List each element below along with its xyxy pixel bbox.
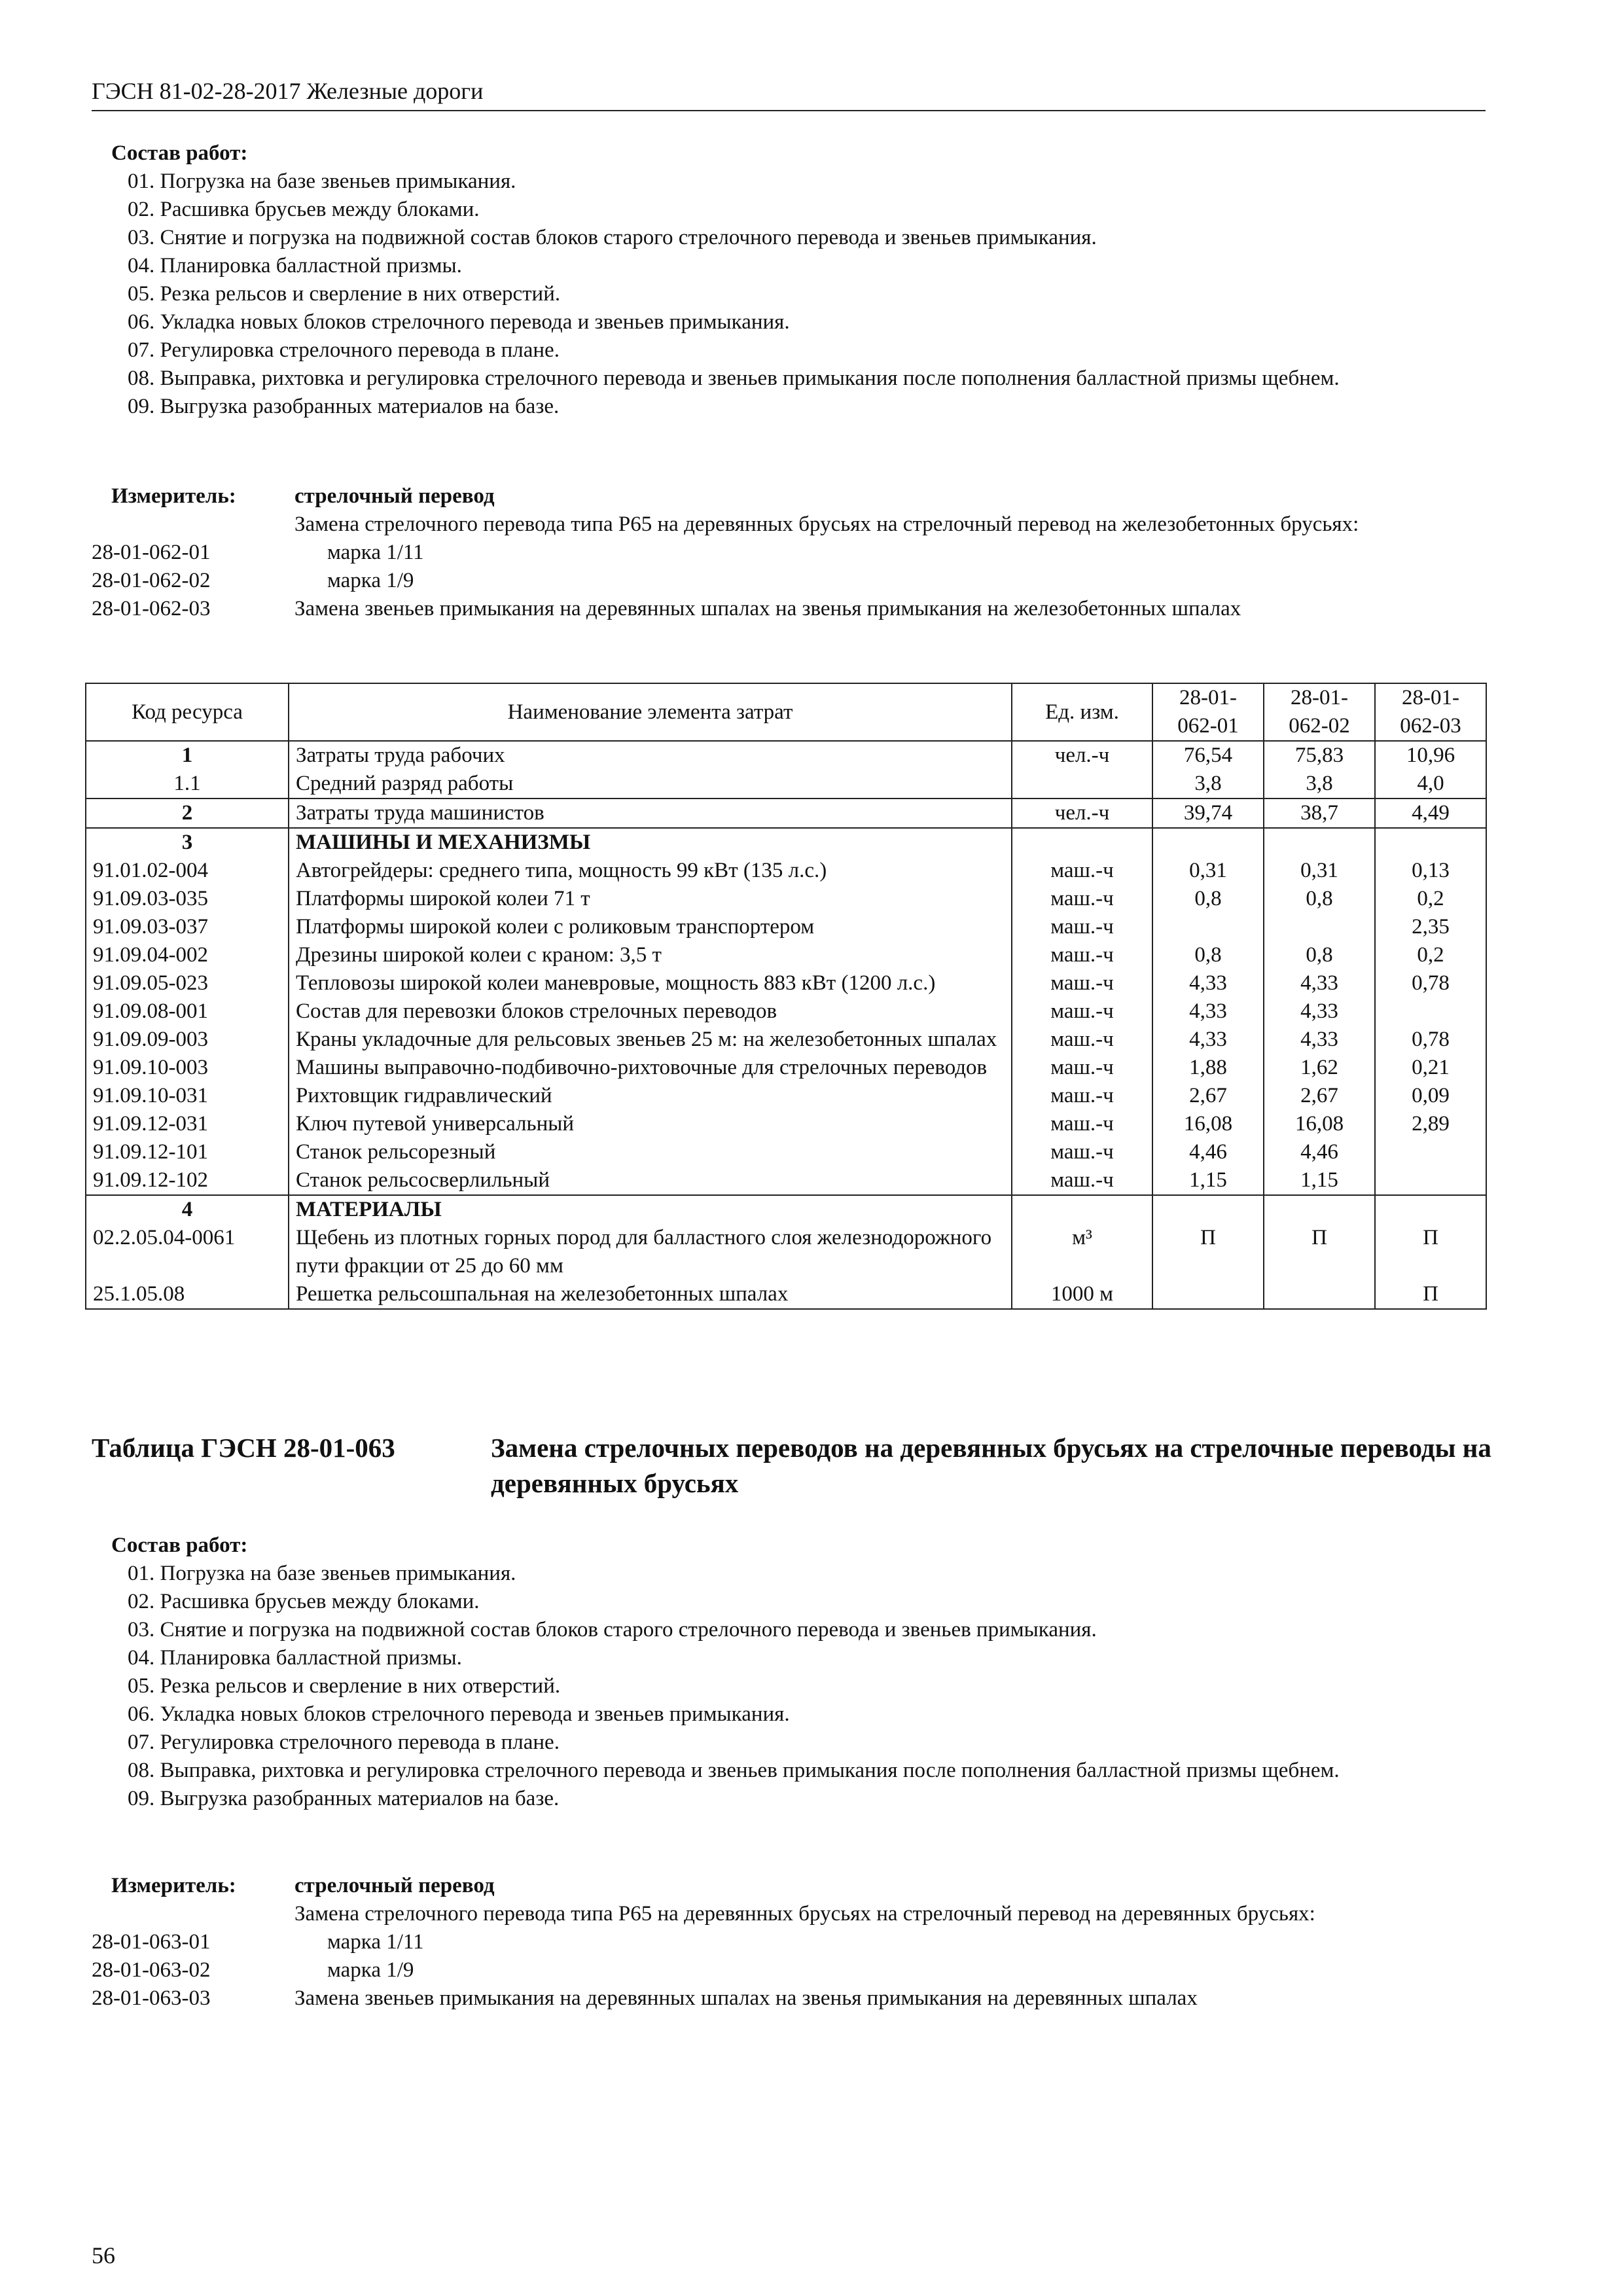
cell-value: 4,33 [1152, 969, 1264, 997]
cell-value: 0,2 [1375, 941, 1486, 969]
work-item: 01. Погрузка на базе звеньев примыкания. [128, 170, 516, 193]
cell-unit: 1000 м [1012, 1280, 1152, 1309]
table-row [86, 1110, 1486, 1138]
column-header-unit: Ед. изм. [1012, 683, 1152, 741]
cell-value: 3,8 [1264, 770, 1375, 798]
norm-code: 28-01-063-01 [92, 1930, 211, 1954]
cell-unit: маш.-ч [1012, 1138, 1152, 1166]
cell-code: 1.1 [86, 770, 289, 798]
cell-value [1152, 828, 1264, 857]
work-item: 01. Погрузка на базе звеньев примыкания. [128, 1562, 516, 1585]
cell-name: МАШИНЫ И МЕХАНИЗМЫ [289, 828, 1012, 857]
cell-code: 91.09.12-101 [86, 1138, 289, 1166]
norm-code-text: Замена звеньев примыкания на деревянных шпалах на звенья примыкания на деревянных шпалах [294, 1986, 1198, 2010]
cell-code: 91.09.12-102 [86, 1166, 289, 1195]
cell-name: Автогрейдеры: среднего типа, мощность 99 кВт (135 л.с.) [289, 857, 1012, 885]
cell-value [1152, 1280, 1264, 1309]
cell-value: 76,54 [1152, 741, 1264, 770]
column-header-name: Наименование элемента затрат [289, 683, 1012, 741]
work-composition-title: Состав работ: [111, 141, 248, 165]
work-item: 03. Снятие и погрузка на подвижной состав блоков старого стрелочного перевода и звеньев примыкания. [128, 1618, 1097, 1641]
cell-code: 91.09.12-031 [86, 1110, 289, 1138]
meter-label: Измеритель: [111, 484, 236, 508]
meter-block-1 [92, 482, 1499, 623]
table-heading-label: Таблица ГЭСН 28-01-063 [92, 1433, 395, 1463]
cell-value: 0,8 [1264, 885, 1375, 913]
work-item: 05. Резка рельсов и сверление в них отверстий. [128, 282, 561, 306]
cell-unit: чел.-ч [1012, 741, 1152, 770]
cell-unit: маш.-ч [1012, 1026, 1152, 1054]
cell-name: Затраты труда рабочих [289, 741, 1012, 770]
cell-name: МАТЕРИАЛЫ [289, 1195, 1012, 1224]
cell-value: 4,33 [1152, 997, 1264, 1026]
cell-value: П [1375, 1224, 1486, 1280]
table-row [86, 1054, 1486, 1082]
cell-value: 2,67 [1264, 1082, 1375, 1110]
cell-unit: маш.-ч [1012, 969, 1152, 997]
table-heading [92, 1430, 1499, 1501]
cell-value: 0,31 [1264, 857, 1375, 885]
cell-value [1264, 913, 1375, 941]
work-item: 08. Выправка, рихтовка и регулировка стрелочного перевода и звеньев примыкания после пополнения балластной призмы щебнем. [128, 367, 1340, 390]
table-heading-title: Замена стрелочных переводов на деревянных брусьях на стрелочные переводы на деревянных брусьях [491, 1433, 1491, 1498]
table-row [86, 885, 1486, 913]
cell-value [1152, 913, 1264, 941]
cell-value: 0,8 [1264, 941, 1375, 969]
cell-value: 0,21 [1375, 1054, 1486, 1082]
cell-code: 4 [86, 1195, 289, 1224]
cell-unit: маш.-ч [1012, 1054, 1152, 1082]
cell-name: Тепловозы широкой колеи маневровые, мощность 883 кВт (1200 л.с.) [289, 969, 1012, 997]
norm-code: 28-01-062-01 [92, 541, 211, 564]
column-header-norm-3: 28-01-062-03 [1375, 683, 1486, 741]
cell-name: Станок рельсосверлильный [289, 1166, 1012, 1195]
work-composition-2 [92, 1532, 1499, 1813]
table-row [86, 1166, 1486, 1195]
cell-code: 91.09.10-031 [86, 1082, 289, 1110]
work-composition-1 [92, 139, 1499, 421]
cell-code: 2 [86, 798, 289, 828]
cell-code: 3 [86, 828, 289, 857]
work-item: 06. Укладка новых блоков стрелочного перевода и звеньев примыкания. [128, 1702, 790, 1726]
work-item: 05. Резка рельсов и сверление в них отверстий. [128, 1674, 561, 1698]
cell-code: 91.09.05-023 [86, 969, 289, 997]
cell-unit [1012, 1195, 1152, 1224]
cell-value: 4,46 [1264, 1138, 1375, 1166]
cell-value: 0,8 [1152, 885, 1264, 913]
cell-value: 0,78 [1375, 1026, 1486, 1054]
cell-value: П [1375, 1280, 1486, 1309]
table-row [86, 997, 1486, 1026]
cell-code: 91.09.09-003 [86, 1026, 289, 1054]
cell-unit: м³ [1012, 1224, 1152, 1280]
cell-value: 0,09 [1375, 1082, 1486, 1110]
norm-code-text: марка 1/9 [327, 569, 414, 592]
cell-unit: маш.-ч [1012, 885, 1152, 913]
work-item: 04. Планировка балластной призмы. [128, 1646, 462, 1670]
work-item: 09. Выгрузка разобранных материалов на базе. [128, 1787, 560, 1810]
table-row [86, 1280, 1486, 1309]
norm-code: 28-01-062-03 [92, 597, 211, 620]
cell-code: 91.09.03-037 [86, 913, 289, 941]
cell-value: 4,33 [1152, 1026, 1264, 1054]
work-item: 08. Выправка, рихтовка и регулировка стрелочного перевода и звеньев примыкания после пополнения балластной призмы щебнем. [128, 1759, 1340, 1782]
cell-value: 4,0 [1375, 770, 1486, 798]
norm-code: 28-01-063-03 [92, 1986, 211, 2010]
column-header-norm-2: 28-01-062-02 [1264, 683, 1375, 741]
cell-value: 38,7 [1264, 798, 1375, 828]
table-row [86, 770, 1486, 798]
cell-unit: маш.-ч [1012, 1110, 1152, 1138]
cell-code: 91.09.04-002 [86, 941, 289, 969]
cell-value: 0,8 [1152, 941, 1264, 969]
cell-value: 3,8 [1152, 770, 1264, 798]
cell-value: П [1152, 1224, 1264, 1280]
cell-value: 39,74 [1152, 798, 1264, 828]
resource-norm-table [85, 683, 1487, 1310]
cell-value [1375, 997, 1486, 1026]
header-divider [92, 110, 1486, 111]
cell-value: 1,88 [1152, 1054, 1264, 1082]
table-row [86, 941, 1486, 969]
cell-value: 75,83 [1264, 741, 1375, 770]
cell-value: П [1264, 1224, 1375, 1280]
cell-name: Щебень из плотных горных пород для балластного слоя железнодорожного пути фракции от 25 до 60 мм [289, 1224, 1012, 1280]
cell-unit [1012, 828, 1152, 857]
table-row [86, 798, 1486, 828]
cell-value: 1,15 [1152, 1166, 1264, 1195]
norm-code: 28-01-062-02 [92, 569, 211, 592]
cell-code: 91.01.02-004 [86, 857, 289, 885]
table-row [86, 1224, 1486, 1280]
cell-name: Краны укладочные для рельсовых звеньев 25 м: на железобетонных шпалах [289, 1026, 1012, 1054]
cell-value [1375, 1195, 1486, 1224]
cell-value: 4,33 [1264, 997, 1375, 1026]
cell-unit: маш.-ч [1012, 941, 1152, 969]
cell-value: 16,08 [1152, 1110, 1264, 1138]
table-row [86, 913, 1486, 941]
work-item: 02. Расшивка брусьев между блоками. [128, 1590, 480, 1613]
cell-code: 91.09.10-003 [86, 1054, 289, 1082]
work-item: 03. Снятие и погрузка на подвижной состав блоков старого стрелочного перевода и звеньев примыкания. [128, 226, 1097, 249]
cell-value [1264, 1195, 1375, 1224]
table-header-row [86, 683, 1486, 741]
cell-value [1152, 1195, 1264, 1224]
cell-value [1375, 1138, 1486, 1166]
page-number: 56 [92, 2242, 115, 2269]
cell-code: 1 [86, 741, 289, 770]
cell-value: 4,46 [1152, 1138, 1264, 1166]
work-composition-title: Состав работ: [111, 1534, 248, 1557]
table-row [86, 1082, 1486, 1110]
cell-name: Средний разряд работы [289, 770, 1012, 798]
meter-value: стрелочный перевод [294, 1874, 495, 1897]
cell-name: Затраты труда машинистов [289, 798, 1012, 828]
work-item: 07. Регулировка стрелочного перевода в плане. [128, 1731, 560, 1754]
cell-name: Состав для перевозки блоков стрелочных переводов [289, 997, 1012, 1026]
cell-value: 1,62 [1264, 1054, 1375, 1082]
cell-unit [1012, 770, 1152, 798]
cell-code: 91.09.03-035 [86, 885, 289, 913]
work-list [92, 168, 1499, 421]
work-item: 09. Выгрузка разобранных материалов на базе. [128, 395, 560, 418]
cell-name: Платформы широкой колеи с роликовым транспортером [289, 913, 1012, 941]
column-header-norm-1: 28-01-062-01 [1152, 683, 1264, 741]
meter-description: Замена стрелочного перевода типа Р65 на деревянных брусьях на стрелочный перевод на железобетонных брусьях: [294, 512, 1359, 536]
cell-unit: маш.-ч [1012, 857, 1152, 885]
work-item: 07. Регулировка стрелочного перевода в плане. [128, 338, 560, 362]
table-row [86, 969, 1486, 997]
cell-code: 02.2.05.04-0061 [86, 1224, 289, 1280]
cell-value: 4,49 [1375, 798, 1486, 828]
cell-value [1264, 828, 1375, 857]
cell-name: Ключ путевой универсальный [289, 1110, 1012, 1138]
table-row [86, 741, 1486, 770]
cell-unit: чел.-ч [1012, 798, 1152, 828]
cell-name: Машины выправочно-подбивочно-рихтовочные для стрелочных переводов [289, 1054, 1012, 1082]
work-item: 06. Укладка новых блоков стрелочного перевода и звеньев примыкания. [128, 310, 790, 334]
norm-code: 28-01-063-02 [92, 1958, 211, 1982]
cell-value: 2,35 [1375, 913, 1486, 941]
cell-name: Рихтовщик гидравлический [289, 1082, 1012, 1110]
cell-unit: маш.-ч [1012, 997, 1152, 1026]
norm-code-text: марка 1/9 [327, 1958, 414, 1982]
cell-value: 10,96 [1375, 741, 1486, 770]
meter-label: Измеритель: [111, 1874, 236, 1897]
work-item: 04. Планировка балластной призмы. [128, 254, 462, 278]
cell-name: Дрезины широкой колеи с краном: 3,5 т [289, 941, 1012, 969]
norm-code-text: марка 1/11 [327, 1930, 424, 1954]
cell-unit: маш.-ч [1012, 1082, 1152, 1110]
cell-unit: маш.-ч [1012, 1166, 1152, 1195]
cell-value [1375, 828, 1486, 857]
cell-value: 1,15 [1264, 1166, 1375, 1195]
cell-value: 0,13 [1375, 857, 1486, 885]
norm-code-text: марка 1/11 [327, 541, 424, 564]
work-list [92, 1560, 1499, 1813]
column-header-code: Код ресурса [86, 683, 289, 741]
cell-value: 4,33 [1264, 969, 1375, 997]
cell-value: 2,67 [1152, 1082, 1264, 1110]
table-row [86, 1195, 1486, 1224]
cell-code: 25.1.05.08 [86, 1280, 289, 1309]
meter-description: Замена стрелочного перевода типа Р65 на деревянных брусьях на стрелочный перевод на деревянных брусьях: [294, 1902, 1315, 1926]
work-item: 02. Расшивка брусьев между блоками. [128, 198, 480, 221]
cell-value [1375, 1166, 1486, 1195]
cell-value: 4,33 [1264, 1026, 1375, 1054]
table-row [86, 857, 1486, 885]
cell-value [1264, 1280, 1375, 1309]
meter-block-2 [92, 1872, 1499, 2013]
table-row [86, 1138, 1486, 1166]
cell-value: 0,31 [1152, 857, 1264, 885]
cell-name: Станок рельсорезный [289, 1138, 1012, 1166]
running-header: ГЭСН 81-02-28-2017 Железные дороги [92, 78, 484, 104]
cell-value: 16,08 [1264, 1110, 1375, 1138]
table-row [86, 1026, 1486, 1054]
meter-value: стрелочный перевод [294, 484, 495, 508]
cell-value: 0,78 [1375, 969, 1486, 997]
norm-code-text: Замена звеньев примыкания на деревянных шпалах на звенья примыкания на железобетонных шпалах [294, 597, 1241, 620]
cell-code: 91.09.08-001 [86, 997, 289, 1026]
table-row [86, 828, 1486, 857]
cell-unit: маш.-ч [1012, 913, 1152, 941]
cell-name: Решетка рельсошпальная на железобетонных шпалах [289, 1280, 1012, 1309]
cell-value: 2,89 [1375, 1110, 1486, 1138]
cell-value: 0,2 [1375, 885, 1486, 913]
cell-name: Платформы широкой колеи 71 т [289, 885, 1012, 913]
